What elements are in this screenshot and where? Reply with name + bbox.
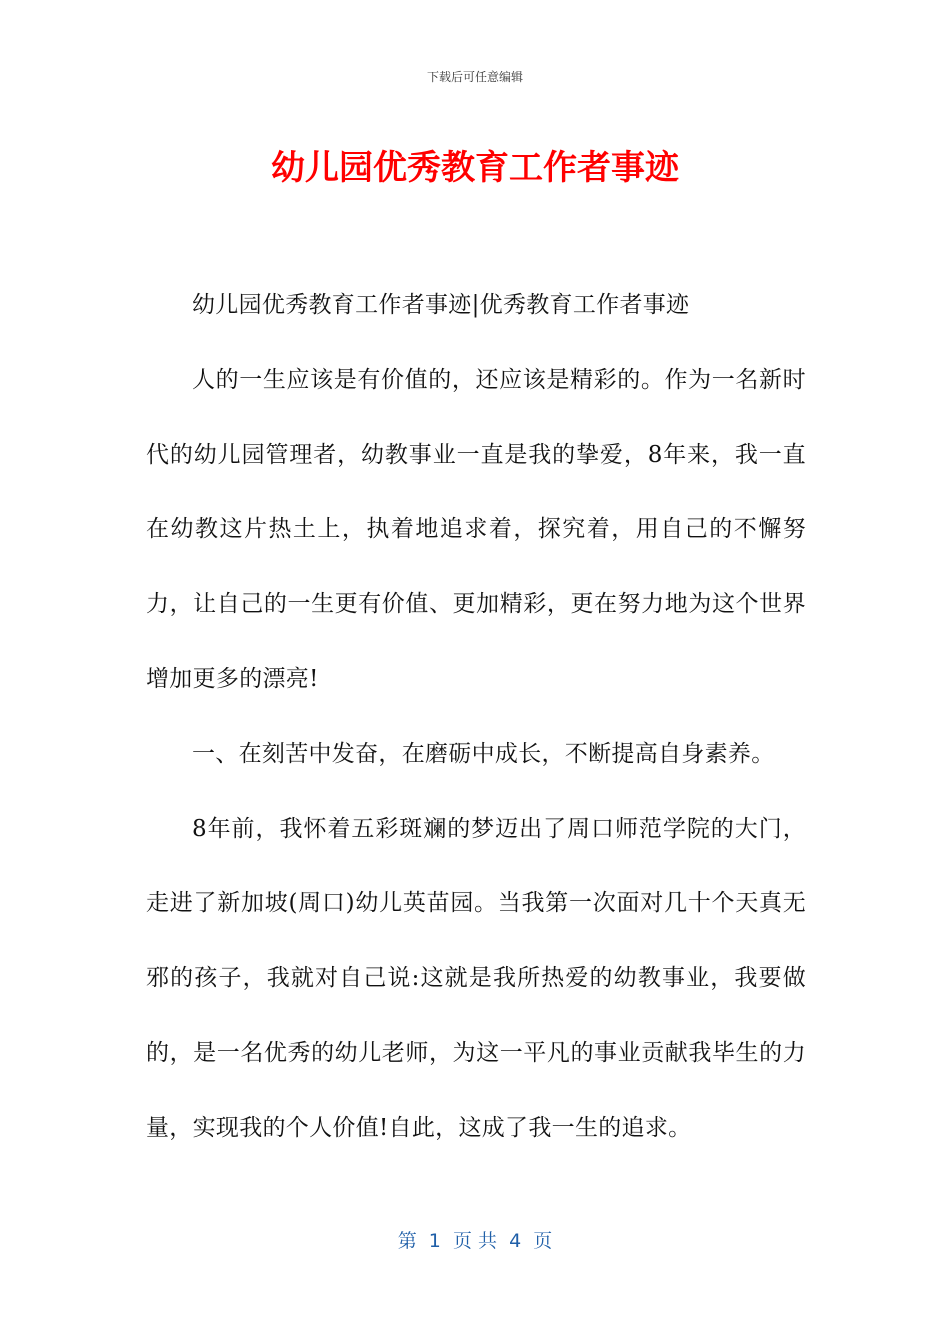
paragraph-subtitle: 幼儿园优秀教育工作者事迹|优秀教育工作者事迹 bbox=[192, 292, 690, 318]
paragraph-section-heading: 一、在刻苦中发奋，在磨砺中成长，不断提高自身素养。 bbox=[192, 740, 775, 767]
paragraph-intro: 人的一生应该是有价值的，还应该是精彩的。作为一名新时代的幼儿园管理者，幼教事业一直是我的挚爱，8年来，我一直在幼教这片热土上，执着地追求着，探究着，用自己的不懈努力，让自己的一生更有价值、更加精彩，更在努力地为这个世界增加更多的漂亮! bbox=[146, 366, 806, 692]
page-footer: 第 1 页 共 4 页 bbox=[397, 1230, 553, 1252]
document-title: 幼儿园优秀教育工作者事迹 bbox=[271, 148, 679, 188]
paragraph-story: 8年前，我怀着五彩斑斓的梦迈出了周口师范学院的大门，走进了新加坡(周口)幼儿英苗园。当我第一次面对几十个天真无邪的孩子，我就对自己说:这就是我所热爱的幼教事业，我要做的，是一名优秀的幼儿老师，为这一平凡的事业贡献我毕生的力量，实现我的个人价值!自此，这成了我一生的追求。 bbox=[146, 815, 806, 1141]
header-note: 下载后可任意编辑 bbox=[426, 70, 523, 84]
document-body bbox=[146, 268, 806, 1166]
